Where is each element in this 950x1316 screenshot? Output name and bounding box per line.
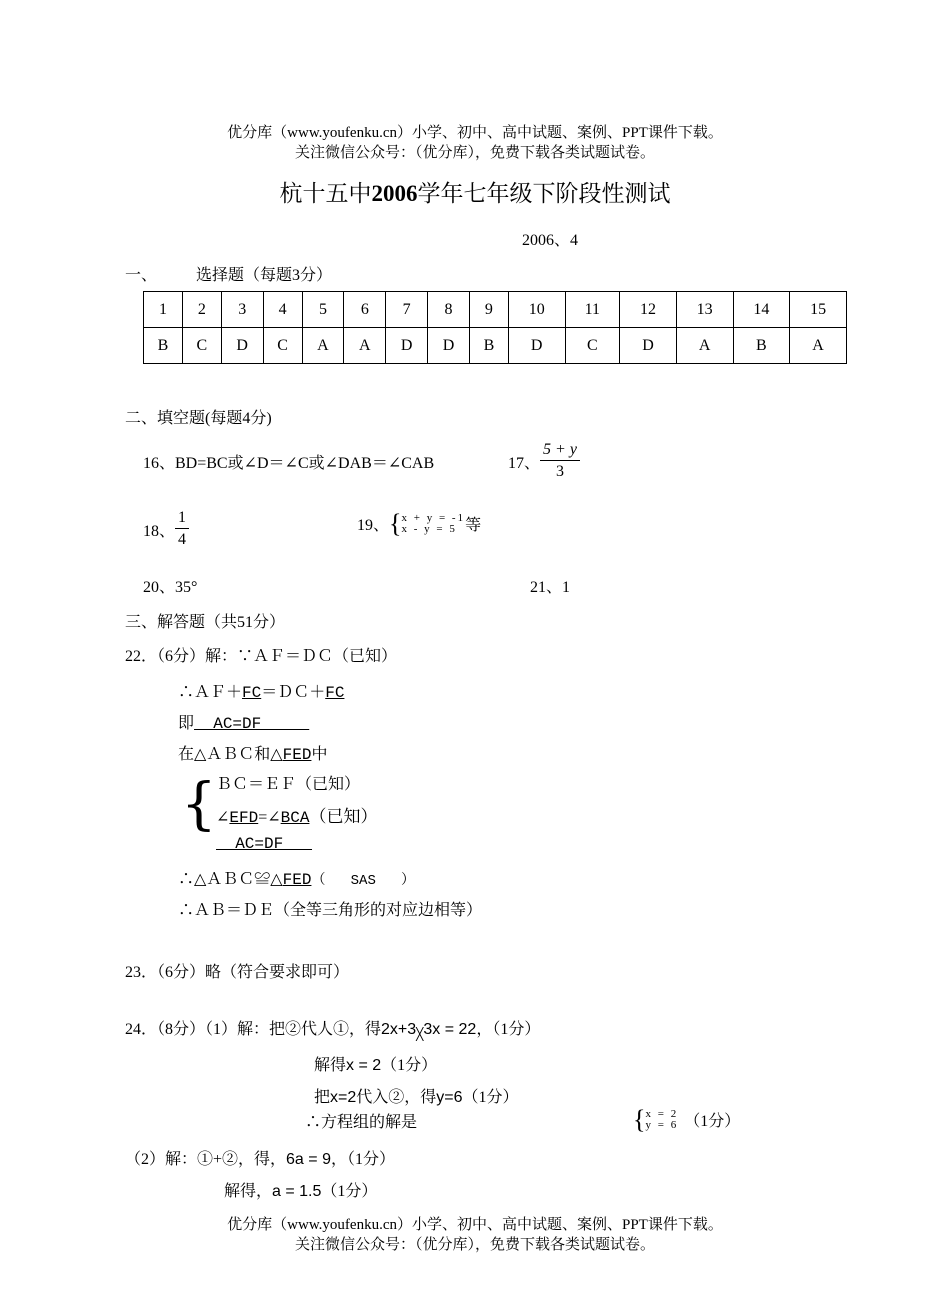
answer-cell: C <box>565 328 620 364</box>
q24-l3-e: （1分） <box>462 1089 519 1106</box>
q24-l1-b: 2x+3 <box>381 1021 417 1038</box>
q22-l1-a: ∴ＡＦ＋ <box>178 684 243 701</box>
question-number: 1 <box>144 292 183 328</box>
page-title <box>0 175 950 208</box>
answer-cell: D <box>221 328 263 364</box>
q22-line-3 <box>178 741 327 764</box>
q24-p2l2-a: 解得， <box>224 1183 273 1200</box>
q22-line-1 <box>178 679 344 702</box>
q24-line-1 <box>125 1016 540 1041</box>
q24-p2-b: 6a = 9 <box>286 1151 331 1168</box>
answer-cell: D <box>620 328 677 364</box>
solution-score: （1分） <box>684 1113 741 1130</box>
answer-table-answer-row <box>144 328 847 364</box>
q22-line-6: AC=DF <box>216 835 313 853</box>
q24-solution <box>633 1104 741 1134</box>
q22-l1-c: ＝ＤＣ＋ <box>261 684 326 701</box>
answer-table-number-row <box>144 292 847 328</box>
title-post: 学年七年级下阶段性测试 <box>417 181 671 206</box>
answer-19-label: 19、 <box>357 517 390 534</box>
q22-l2-a: 即 <box>178 715 195 732</box>
q22-l3-b: FED <box>282 746 312 764</box>
system-19-row-1: x + y = -1 <box>401 511 466 524</box>
q22-l1-d: FC <box>325 684 345 702</box>
q24-l2-b: x = 2 <box>346 1057 382 1074</box>
q22-line-2 <box>178 710 309 733</box>
answer-cell: A <box>790 328 847 364</box>
q23-answer: 23．（6分）略（符合要求即可） <box>125 964 350 981</box>
q24-l1-a: 24．（8分）（1）解：把②代人①，得 <box>125 1021 382 1038</box>
section3-heading: 三、解答题（共51分） <box>125 614 286 631</box>
q22-l5-b: EFD <box>229 809 259 827</box>
answer-cell: B <box>469 328 508 364</box>
title-year: 2006 <box>371 181 418 206</box>
answer-cell: B <box>733 328 790 364</box>
fraction-18-denominator: 4 <box>178 531 187 548</box>
section2-heading: 二、填空题(每题4分) <box>125 410 272 427</box>
question-number: 4 <box>263 292 302 328</box>
footer-line-1: 优分库（www.youfenku.cn）小学、初中、高中试题、案例、PPT课件下载。 <box>227 1217 723 1233</box>
answer-19-suffix: 等 <box>465 517 482 534</box>
answer-cell: D <box>508 328 565 364</box>
question-number: 10 <box>508 292 565 328</box>
q24-p2-c: ，（1分） <box>330 1151 395 1168</box>
q22-line-0: 22．（6分）解：∵ＡＦ＝ＤＣ（已知） <box>125 648 398 665</box>
answer-17-label: 17、 <box>508 455 541 472</box>
question-number: 3 <box>221 292 263 328</box>
q24-l3-d: y=6 <box>436 1089 463 1106</box>
q24-p2l2-b: a = 1.5 <box>272 1183 322 1200</box>
system-19-row-2: x - y = 5 <box>401 522 457 535</box>
fraction-17-denominator: 3 <box>555 463 564 480</box>
question-number: 11 <box>565 292 620 328</box>
q22-l5-e: （已知） <box>309 807 378 826</box>
answer-17 <box>508 440 580 483</box>
question-number: 7 <box>386 292 428 328</box>
solution-row-1: x = 2 <box>645 1107 679 1120</box>
solution-row-2: y = 6 <box>645 1118 679 1131</box>
q24-l3-b: x=2 <box>330 1089 357 1106</box>
q24-line-2 <box>314 1052 437 1075</box>
question-number: 15 <box>790 292 847 328</box>
answer-cell: D <box>386 328 428 364</box>
question-number: 13 <box>676 292 733 328</box>
q22-l1-b: FC <box>242 684 262 702</box>
q24-part2-line-2 <box>224 1178 377 1201</box>
answer-18 <box>143 508 189 551</box>
header-line-2: 关注微信公众号：（优分库），免费下载各类试题试卷。 <box>294 145 655 161</box>
fraction-17-numerator: 5 + y <box>540 440 580 461</box>
q24-line-3 <box>314 1084 519 1107</box>
answer-cell: B <box>144 328 183 364</box>
question-number: 8 <box>428 292 470 328</box>
section1-number: 一、 <box>125 267 158 284</box>
q24-l3-c: 代入②，得 <box>356 1089 437 1106</box>
answer-18-label: 18、 <box>143 523 176 540</box>
q22-l3-a: 在△ＡＢＣ和△ <box>178 746 283 763</box>
q22-line-4: ＢＣ＝ＥＦ（已知） <box>216 776 361 793</box>
footer-line-2: 关注微信公众号：（优分库），免费下载各类试题试卷。 <box>294 1237 655 1253</box>
exam-date: 2006、4 <box>522 232 579 249</box>
question-number: 14 <box>733 292 790 328</box>
q22-l5-a: ∠ <box>216 809 230 826</box>
q24-l3-a: 把 <box>314 1089 331 1106</box>
equation-system-19 <box>389 508 466 538</box>
q22-l3-c: 中 <box>311 746 328 763</box>
question-number: 6 <box>344 292 386 328</box>
title-pre: 杭十五中 <box>279 181 372 206</box>
equation-system-24 <box>633 1104 679 1134</box>
question-number: 9 <box>469 292 508 328</box>
q22-l7-a: ∴△ＡＢＣ≌△ <box>178 871 283 888</box>
q22-l2-b: AC=DF <box>194 715 310 733</box>
q24-p2l2-c: （1分） <box>321 1183 378 1200</box>
answer-21: 21、1 <box>530 579 571 596</box>
answer-cell: A <box>344 328 386 364</box>
fraction-17 <box>540 440 580 483</box>
brace-icon: { <box>389 508 402 538</box>
q22-l7-b: FED <box>282 871 312 889</box>
question-number: 5 <box>302 292 344 328</box>
answer-cell: D <box>428 328 470 364</box>
q24-l1-e: ，（1分） <box>476 1021 541 1038</box>
section1-heading: 选择题（每题3分） <box>196 267 333 284</box>
answer-19 <box>357 508 482 538</box>
answer-20: 20、35° <box>143 579 198 596</box>
q24-p2-a: （2）解：①+②，得， <box>125 1151 287 1168</box>
brace-icon: { <box>181 772 217 837</box>
q24-l2-c: （1分） <box>381 1057 438 1074</box>
fraction-18-numerator: 1 <box>175 508 189 529</box>
answer-cell: A <box>676 328 733 364</box>
answer-16: 16、BD=BC或∠D＝∠C或∠DAB＝∠CAB <box>143 455 435 472</box>
q22-line-5 <box>216 802 377 827</box>
answer-table <box>143 291 847 364</box>
question-number: 2 <box>182 292 221 328</box>
q22-line-7 <box>178 866 415 889</box>
question-number: 12 <box>620 292 677 328</box>
q24-part2-line-1 <box>125 1146 395 1169</box>
q22-line-8: ∴ＡＢ＝ＤＥ（全等三角形的对应边相等） <box>178 902 483 919</box>
answer-cell: A <box>302 328 344 364</box>
answer-cell: C <box>263 328 302 364</box>
times-icon: ╳ <box>416 1027 424 1041</box>
q22-l5-d: BCA <box>280 809 310 827</box>
header-line-1: 优分库（www.youfenku.cn）小学、初中、高中试题、案例、PPT课件下载。 <box>227 125 723 141</box>
q24-line-4: ∴方程组的解是 <box>305 1114 418 1131</box>
fraction-18 <box>175 508 189 551</box>
q22-l7-c: （ SAS ） <box>311 873 416 889</box>
answer-cell: C <box>182 328 221 364</box>
brace-icon: { <box>633 1104 646 1134</box>
q24-l2-a: 解得 <box>314 1057 347 1074</box>
q22-l5-c: =∠ <box>258 809 281 826</box>
q24-l1-d: 3x = 22 <box>423 1021 477 1038</box>
